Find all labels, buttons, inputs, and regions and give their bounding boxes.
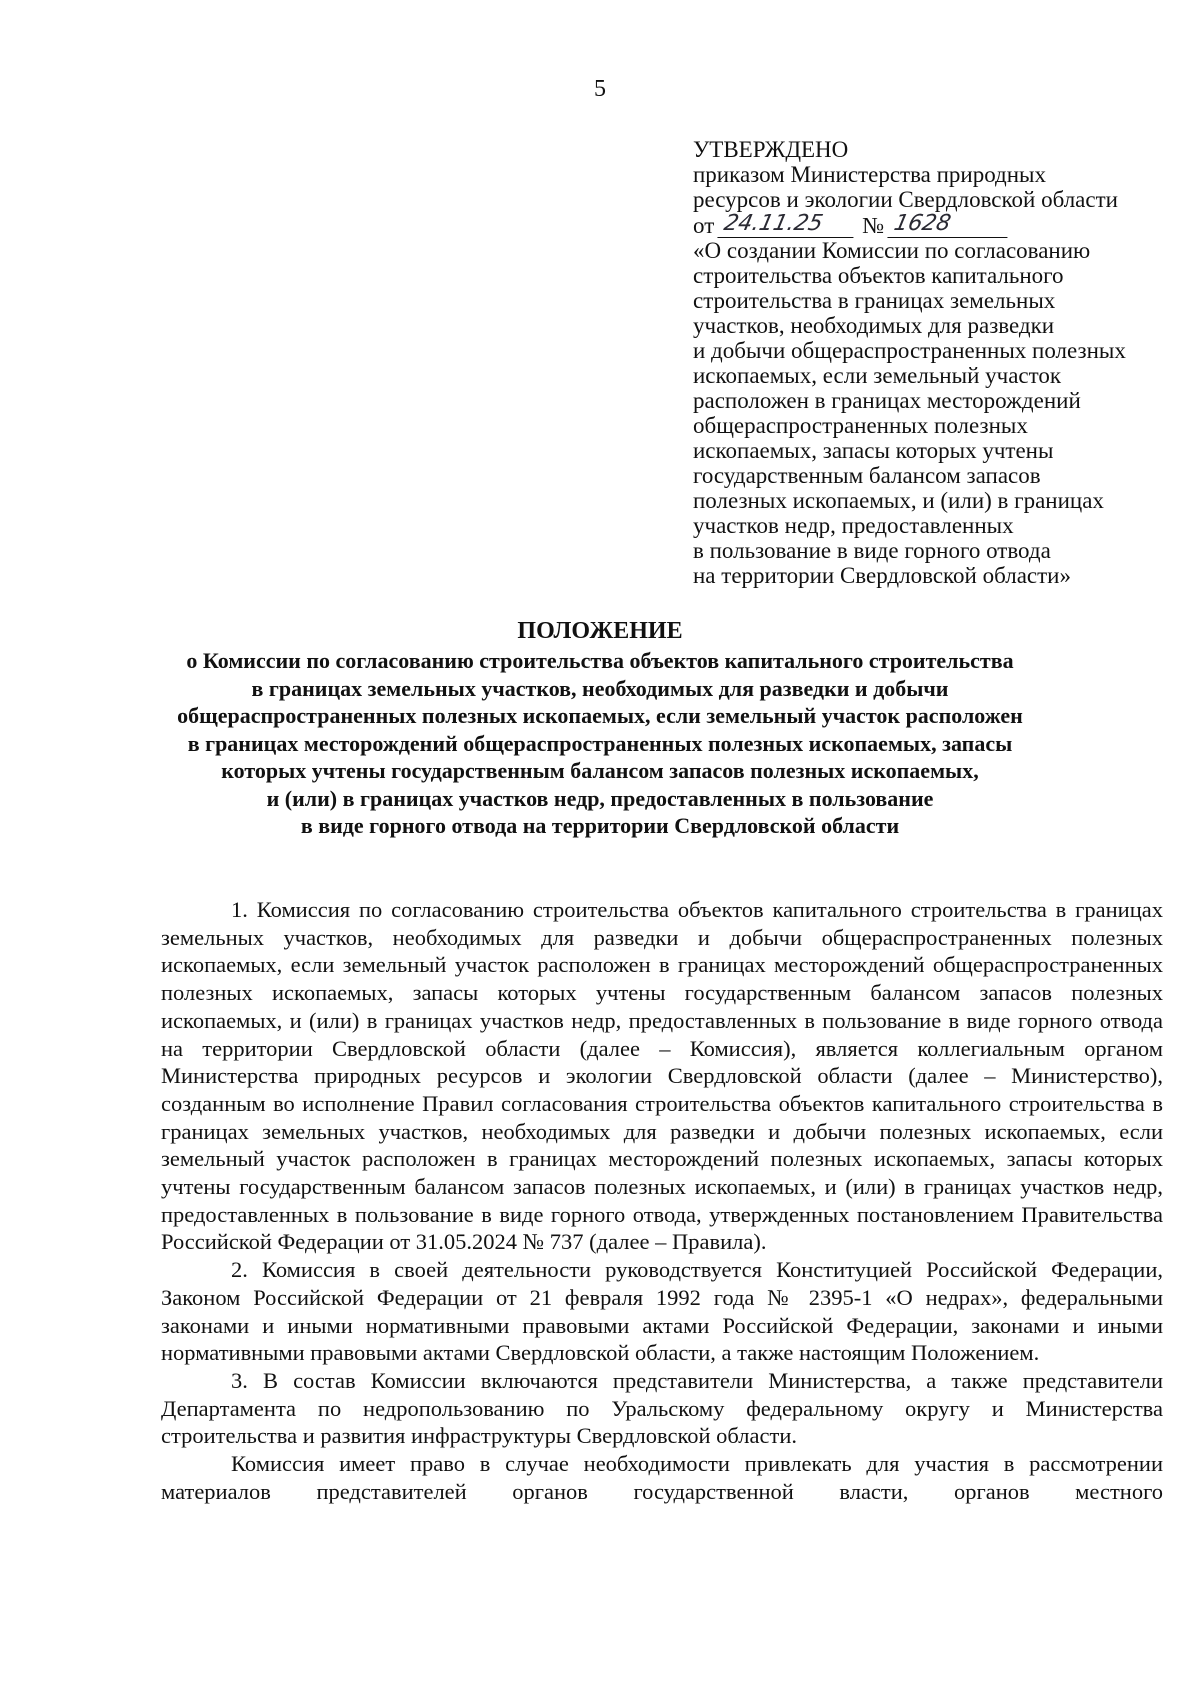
approval-stamp-block [693,137,1173,588]
title-subline: в границах месторождений общераспространенных полезных ископаемых, запасы [187,730,1013,756]
paragraph-3: 3. В состав Комиссии включаются представители Министерства, а также представители Департамента по недропользованию по Уральскому федеральному округу и Министерства строительства и развития инфраструктуры Свердловской области. [161,1367,1163,1449]
subject-line: «О создании Комиссии по согласованию [693,238,1091,263]
paragraph-2: 2. Комиссия в своей деятельности руководствуется Конституцией Российской Федерации, Законом Российской Федерации от 21 февраля 1992 года № 2395-1 «О недрах», федеральными законами и иными нормативными правовыми актами Российской Федерации, законами и иными нормативными правовыми актами Свердловской области, а также настоящим Положением. [161,1257,1163,1366]
number-label: № [862,213,885,238]
page-number: 5 [594,76,606,102]
subject-line: общераспространенных полезных [693,413,1028,438]
subject-line: государственным балансом запасов [693,463,1041,488]
handwritten-date: 24.11.25 [718,213,859,238]
subject-line: расположен в границах месторождений [693,388,1081,413]
subject-line: ископаемых, если земельный участок [693,363,1062,388]
approval-subject [693,238,1173,588]
paragraph-4: Комиссия имеет право в случае необходимости привлекать для участия в рассмотрении материалов представителей органов государственной власти, органов местного [161,1451,1163,1504]
subject-line: и добычи общераспространенных полезных [693,338,1126,363]
subject-line: строительства объектов капитального [693,263,1064,288]
paragraph-1: 1. Комиссия по согласованию строительства объектов капитального строительства в границах земельных участков, необходимых для разведки и добычи общераспространенных полезных ископаемых, если земельный участок расположен в границах месторождений общераспространенных полезных ископаемых, запасы которых учтены государственным балансом запасов полезных ископаемых, и (или) в границах участков недр, предоставленных в пользование в виде горного отвода на территории Свердловской области (далее – Комиссия), является коллегиальным органом Министерства природных ресурсов и экологии Свердловской области (далее – Министерство), созданным во исполнение Правил согласования строительства объектов капитального строительства в границах земельных участков, необходимых для разведки и добычи полезных ископаемых, если земельный участок расположен в границах месторождений полезных ископаемых, запасы которых учтены государственным балансом запасов полезных ископаемых, и (или) в границах участков недр, предоставленных в пользование в виде горного отвода, утвержденных постановлением Правительства Российской Федерации от 31.05.2024 № 737 (далее – Правила). [161,897,1163,1255]
title-subline: о Комиссии по согласованию строительства объектов капитального строительства [186,648,1014,673]
subject-line: на территории Свердловской области» [693,563,1071,588]
approval-line-2: ресурсов и экологии Свердловской области [693,187,1118,212]
title-subline: и (или) в границах участков недр, предоставленных в пользование [266,785,934,811]
title-subline: в границах земельных участков, необходимых для разведки и добычи [251,675,949,701]
title-subline: общераспространенных полезных ископаемых, если земельный участок расположен [177,703,1023,728]
from-label: от [693,213,715,238]
subject-line: строительства в границах земельных [693,288,1056,313]
subject-line: участков недр, предоставленных [693,513,1014,538]
subject-line: ископаемых, запасы которых учтены [693,438,1054,463]
approval-heading: УТВЕРЖДЕНО [693,137,849,162]
title-subline: которых учтены государственным балансом запасов полезных ископаемых, [221,758,979,783]
handwritten-order-number: 1628 [888,213,1013,238]
document-body [161,896,1163,1505]
document-title: ПОЛОЖЕНИЕ [517,618,683,644]
subject-line: в пользование в виде горного отвода [693,538,1051,563]
document-title-block [100,617,1100,840]
subject-line: полезных ископаемых, и (или) в границах [693,488,1104,513]
subject-line: участков, необходимых для разведки [693,313,1055,338]
approval-line-1: приказом Министерства природных [693,162,1047,187]
order-date-number-line [693,212,1173,238]
title-subline: в виде горного отвода на территории Свердловской области [300,813,900,838]
